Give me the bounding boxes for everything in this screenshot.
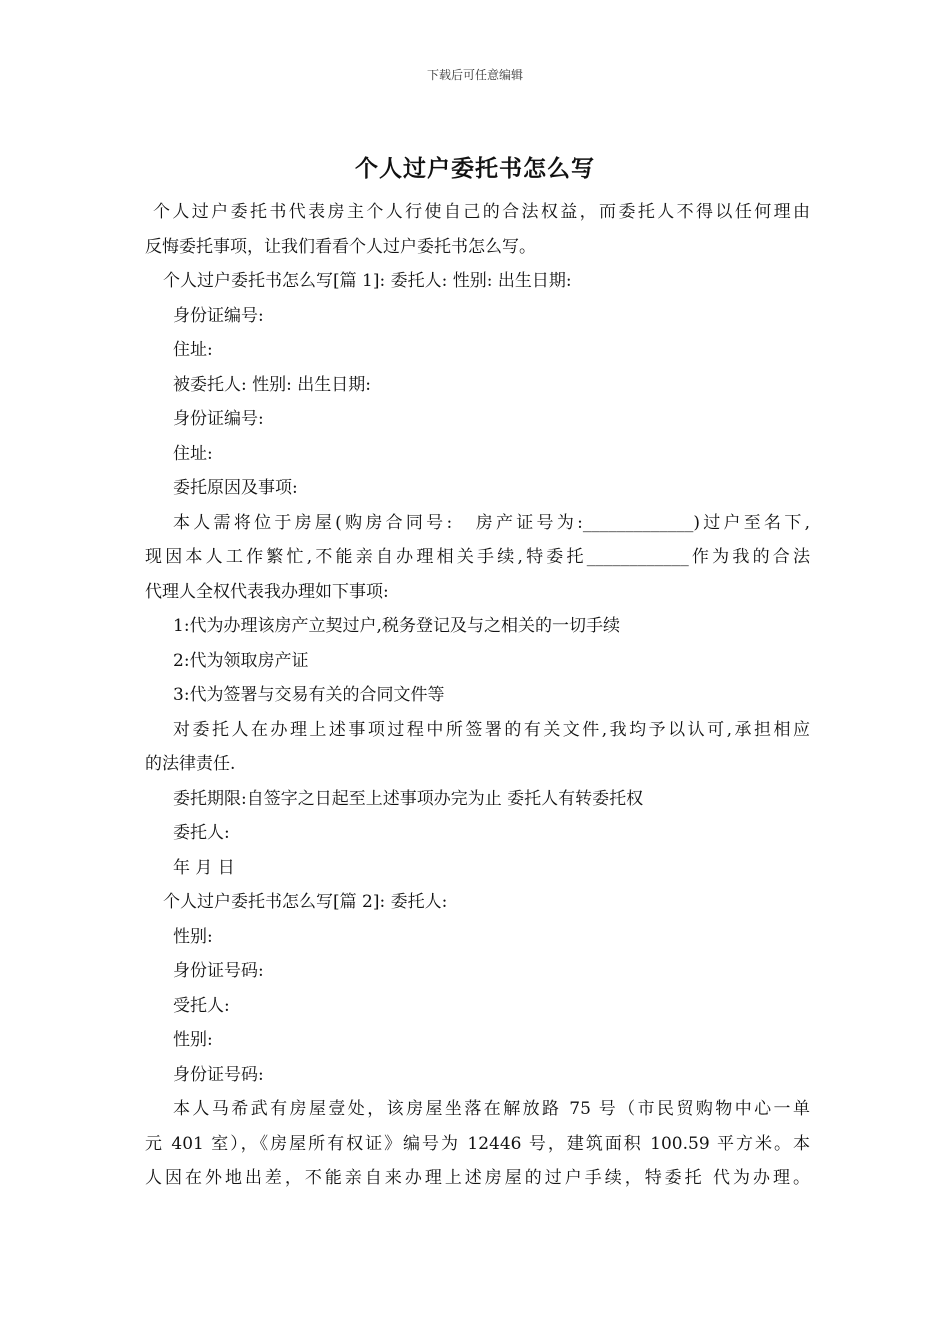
field-address: 住址:: [173, 340, 213, 360]
field-term: 委托期限:自签字之日起至上述事项办完为止 委托人有转委托权: [173, 788, 644, 809]
paragraph-property-line-2: 现因本人工作繁忙,不能亲自办理相关手续,特委托____________作为我的合法: [145, 547, 810, 567]
paragraph-house-line-3: 人因在外地出差，不能亲自来办理上述房屋的过户手续，特委托 代为办理。: [145, 1168, 810, 1188]
paragraph-house-line-2: 元 401 室），《房屋所有权证》编号为 12446 号，建筑面积 100.59 平方米。本: [145, 1133, 810, 1154]
paragraph-acknowledge-line-1: 对委托人在办理上述事项过程中所签署的有关文件,我均予以认可,承担相应: [173, 719, 810, 740]
paragraph-intro-line-1: 个人过户委托书代表房主个人行使自己的合法权益，而委托人不得以任何理由: [153, 202, 810, 222]
paragraph-intro-line-2: 反悔委托事项，让我们看看个人过户委托书怎么写。: [145, 236, 536, 257]
paragraph-property-line-1: 本人需将位于房屋(购房合同号: 房产证号为:_____________)过户至名下,: [173, 512, 810, 533]
paragraph-acknowledge-line-2: 的法律责任.: [145, 754, 236, 774]
document-body: [145, 195, 810, 1196]
field-gender: 性别:: [173, 926, 213, 947]
field-id-code: 身份证号码:: [173, 961, 264, 981]
field-trustee-address: 住址:: [173, 443, 213, 464]
field-agent: 受托人:: [173, 995, 230, 1016]
field-trustee-id-number: 身份证编号:: [173, 409, 264, 429]
document-title: 个人过户委托书怎么写: [355, 155, 595, 182]
list-item-1: 1:代为办理该房产立契过户,税务登记及与之相关的一切手续: [173, 616, 620, 636]
section-2-heading: 个人过户委托书怎么写[篇 2]: 委托人:: [163, 892, 448, 912]
page-header: 下载后可任意编辑: [426, 68, 523, 82]
field-agent-gender: 性别:: [173, 1030, 213, 1050]
field-date: 年 月 日: [173, 857, 235, 878]
list-item-3: 3:代为签署与交易有关的合同文件等: [173, 685, 445, 705]
field-signer: 委托人:: [173, 823, 230, 843]
section-1-heading: 个人过户委托书怎么写[篇 1]: 委托人: 性别: 出生日期:: [163, 271, 572, 291]
list-item-2: 2:代为领取房产证: [173, 650, 309, 671]
paragraph-house-line-1: 本人马希武有房屋壹处，该房屋坐落在解放路 75 号（市民贸购物中心一单: [173, 1099, 810, 1119]
field-trustee: 被委托人: 性别: 出生日期:: [173, 374, 371, 395]
field-id-number: 身份证编号:: [173, 305, 264, 326]
field-agent-id-code: 身份证号码:: [173, 1064, 264, 1085]
paragraph-property-line-3: 代理人全权代表我办理如下事项:: [145, 581, 389, 602]
field-reason: 委托原因及事项:: [173, 478, 298, 498]
